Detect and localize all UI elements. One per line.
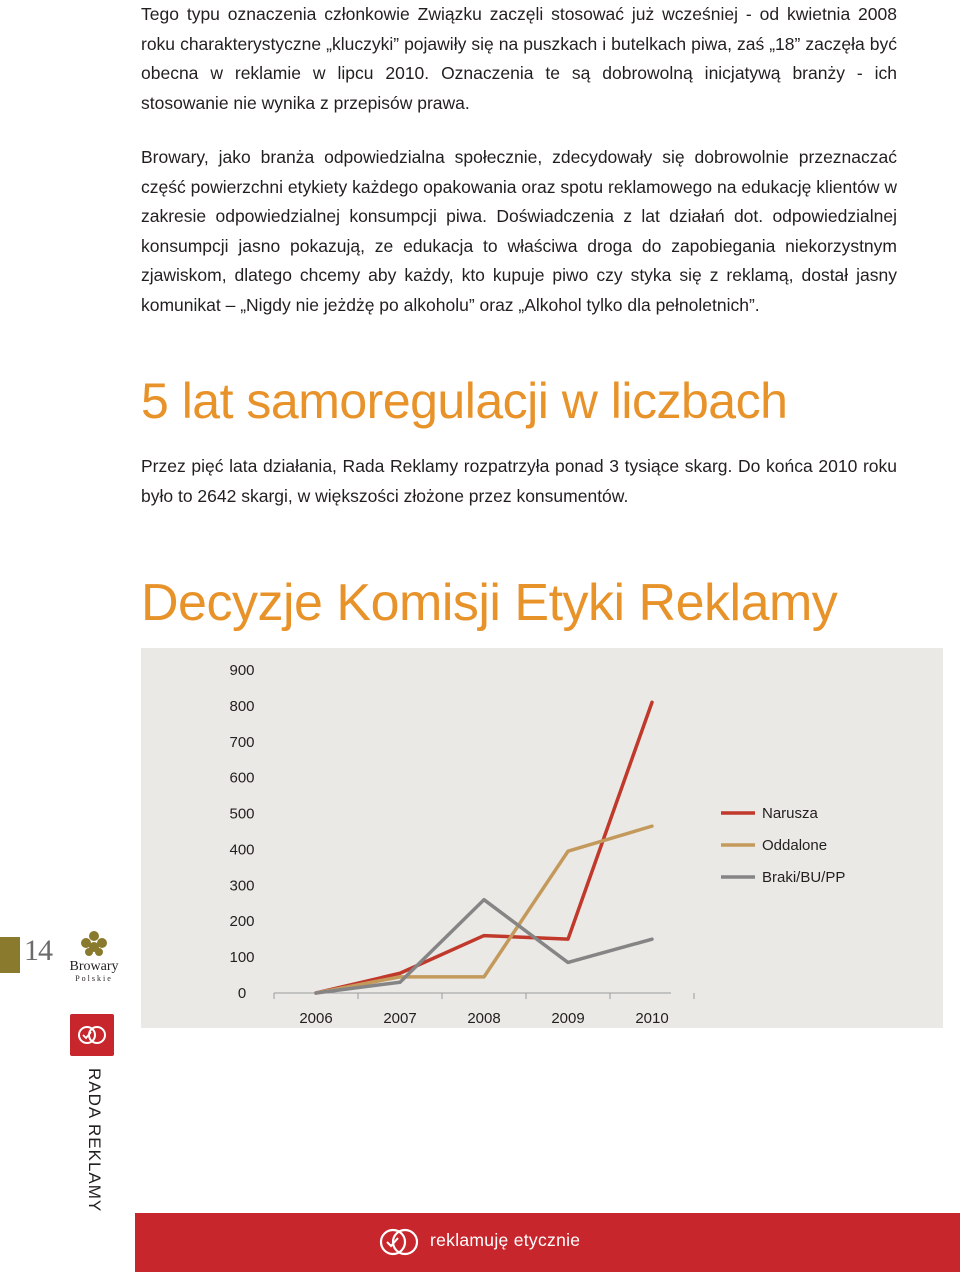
browary-logo-sub: Polskie (75, 974, 113, 983)
y-tick-label: 200 (229, 913, 255, 931)
footer-rings-icon (375, 1225, 423, 1259)
series-line-narusza (316, 702, 652, 993)
legend-label: Narusza (762, 805, 818, 822)
intro-paragraph: Tego typu oznaczenia członkowie Związku zaczęli stosować już wcześniej - od kwietnia 2008 roku charakterystyczne „kluczyki” pojawiły się na puszkach i butelkach piwa, zaś „18” zaczęła być obecna w reklamie w lipcu 2010. Oznaczenia te są dobrowolną inicjatywą branży - ich stosowanie nie wynika z przepisów prawa. (141, 4, 897, 113)
chart-panel (141, 648, 943, 1028)
y-tick-label: 800 (229, 697, 255, 715)
rada-reklamy-logo (70, 1014, 114, 1056)
y-tick-label: 500 (229, 805, 255, 823)
y-tick-label: 600 (229, 769, 255, 787)
y-tick-label: 100 (229, 949, 255, 967)
section-heading-numbers: 5 lat samoregulacji w liczbach (141, 373, 788, 429)
page-number-bar (0, 937, 20, 973)
rada-reklamy-vertical-label (78, 1068, 108, 1213)
y-tick-label: 0 (237, 985, 247, 1002)
x-tick-label: 2006 (299, 1010, 333, 1027)
y-tick-label: 700 (229, 733, 255, 751)
y-tick-label: 300 (229, 877, 255, 895)
x-tick-label: 2010 (635, 1010, 669, 1027)
page-number: 14 (24, 934, 52, 967)
browary-logo-text: Browary (69, 959, 119, 974)
rada-reklamy-text: RADA REKLAMY (85, 1068, 104, 1213)
x-tick-label: 2007 (383, 1010, 417, 1027)
legend-label: Oddalone (762, 837, 828, 854)
x-tick-label: 2008 (467, 1010, 501, 1027)
legend-label: Braki/BU/PP (762, 869, 846, 886)
browary-polskie-logo (56, 926, 132, 984)
rings-icon (70, 1014, 114, 1056)
y-tick-label: 900 (229, 662, 255, 679)
chart-heading: Decyzje Komisji Etyki Reklamy (141, 574, 838, 632)
footer-slogan: reklamuję etycznie (430, 1230, 581, 1250)
body-paragraph: Browary, jako branża odpowiedzialna społecznie, zdecydowały się dobrowolnie przeznaczać część powierzchni etykiety każdego opakowania oraz spotu reklamowego na edukację klientów w zakresie odpowiedzialnej konsumpcji piwa. Doświadczenia z lat działań dot. odpowiedzialnej konsumpcji jasno pokazują, ze edukacja to właściwa droga do zapobiegania niekorzystnym zjawiskom, dlatego chcemy aby każdy, kto kupuje piwo czy styka się z reklamą, dostał jasny komunikat – „Nigdy nie jeżdżę po alkoholu” oraz „Alkohol tylko dla pełnoletnich”. (141, 147, 897, 315)
x-tick-label: 2009 (551, 1010, 585, 1027)
numbers-paragraph: Przez pięć lata działania, Rada Reklamy rozpatrzyła ponad 3 tysiące skarg. Do końca 2010 roku było to 2642 skargi, w większości złożone przez konsumentów. (141, 456, 897, 506)
footer-bar (135, 1213, 960, 1272)
series-line-oddalone (316, 826, 652, 993)
y-tick-label: 400 (229, 841, 255, 859)
line-chart (141, 648, 943, 1028)
series-line-braki-bu-pp (316, 900, 652, 993)
